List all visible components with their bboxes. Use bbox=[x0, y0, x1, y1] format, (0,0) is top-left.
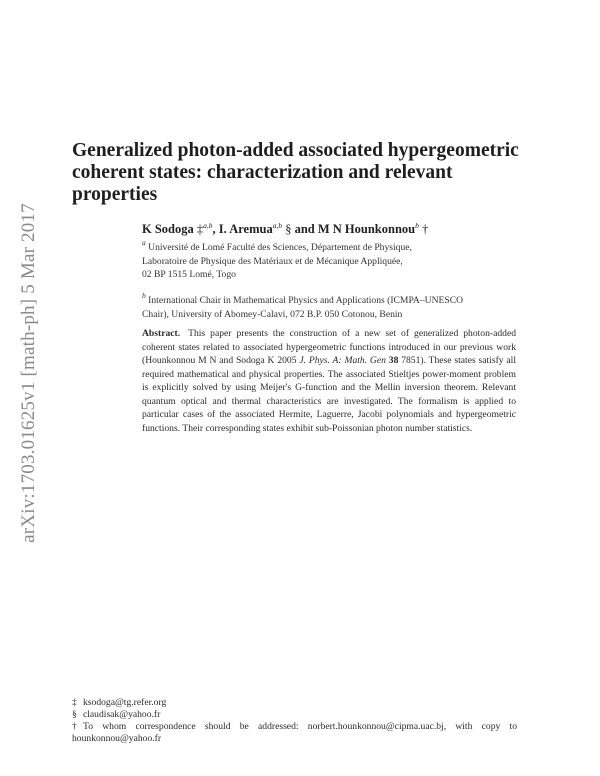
author-hounkonnou-footnote-mark: † bbox=[418, 222, 429, 236]
footnote-1-mark: ‡ bbox=[72, 697, 77, 708]
author-sodoga: K Sodoga bbox=[142, 222, 194, 236]
affiliation-b bbox=[142, 289, 532, 321]
author-connector: and bbox=[291, 222, 318, 236]
affiliation-b-line: Chair), University of Abomey-Calavi, 072 B.P. 050 Cotonou, Benin bbox=[142, 308, 403, 320]
abstract-text-part1: This paper presents the construction of a new set of generalized photon-added coherent states related to associated hypergeometric functions introduced in our previous work (Hounkonnou M N and Sodoga K 2005 bbox=[142, 328, 516, 366]
footnote-2 bbox=[72, 709, 517, 721]
footnote-1 bbox=[72, 697, 517, 709]
abstract-text-part2: 7851). These states satisfy all required mathematical and physical properties. The associated Stieltjes power-moment problem is explicitly solved by using Meijer's G-function and the Mellin inversion theorem. Relevant quantum optical and thermal characteristics are investigated. The formalism is applied to particular cases of the associated Hermite, Laguerre, Jacobi polynomials and hypergeometric functions. Their corresponding states exhibit sub-Poissonian photon number statistics. bbox=[142, 355, 516, 434]
affiliation-a-line: Université de Lomé Faculté des Sciences, Département de Physique, bbox=[148, 242, 412, 253]
footnote-1-email: ksodoga@tg.refer.org bbox=[83, 697, 167, 708]
author-hounkonnou: M N Hounkonnou bbox=[317, 222, 416, 236]
footnote-3-mark: † bbox=[72, 721, 77, 732]
footnote-2-mark: § bbox=[72, 709, 77, 720]
affiliation-a-line: 02 BP 1515 Lomé, Togo bbox=[142, 269, 236, 280]
author-sodoga-affil: a,b bbox=[203, 221, 213, 230]
affiliation-b-mark: b bbox=[142, 291, 146, 300]
footnote-2-email: claudisak@yahoo.fr bbox=[83, 709, 161, 720]
footnote-3-line1: To whom correspondence should be addressed: norbert.hounkonnou@cipma.uac.bj, with copy to bbox=[83, 721, 517, 732]
footnote-3 bbox=[72, 721, 517, 733]
affiliation-a-line: Laboratoire de Physique des Matériaux et de Mécanique Appliquée, bbox=[142, 255, 403, 267]
affiliation-a bbox=[142, 236, 532, 282]
author-list bbox=[142, 221, 532, 237]
abstract bbox=[142, 327, 516, 435]
author-aremua-affil: a,b bbox=[272, 221, 283, 230]
footnotes bbox=[72, 697, 517, 745]
author-aremua: , I. Aremua bbox=[212, 222, 273, 236]
affiliation-a-mark: a bbox=[142, 238, 146, 247]
author-sodoga-footnote-mark: ‡ bbox=[196, 222, 204, 236]
author-hounkonnou-affil: b bbox=[415, 221, 419, 230]
footnote-3-line2: hounkonnou@yahoo.fr bbox=[72, 733, 162, 744]
abstract-volume: 38 bbox=[388, 355, 399, 366]
paper-title: Generalized photon-added associated hypergeometric coherent states: characterization and relevant properties bbox=[72, 140, 519, 205]
arxiv-identifier: arXiv:1703.01625v1 [math-ph] 5 Mar 2017 bbox=[18, 203, 39, 543]
abstract-heading: Abstract. bbox=[142, 328, 181, 339]
abstract-journal: J. Phys. A: Math. Gen bbox=[299, 355, 386, 366]
affiliation-b-line: International Chair in Mathematical Physics and Applications (ICMPA–UNESCO bbox=[148, 295, 464, 306]
arxiv-sidebar bbox=[14, 178, 44, 568]
author-aremua-footnote-mark: § bbox=[282, 222, 292, 236]
